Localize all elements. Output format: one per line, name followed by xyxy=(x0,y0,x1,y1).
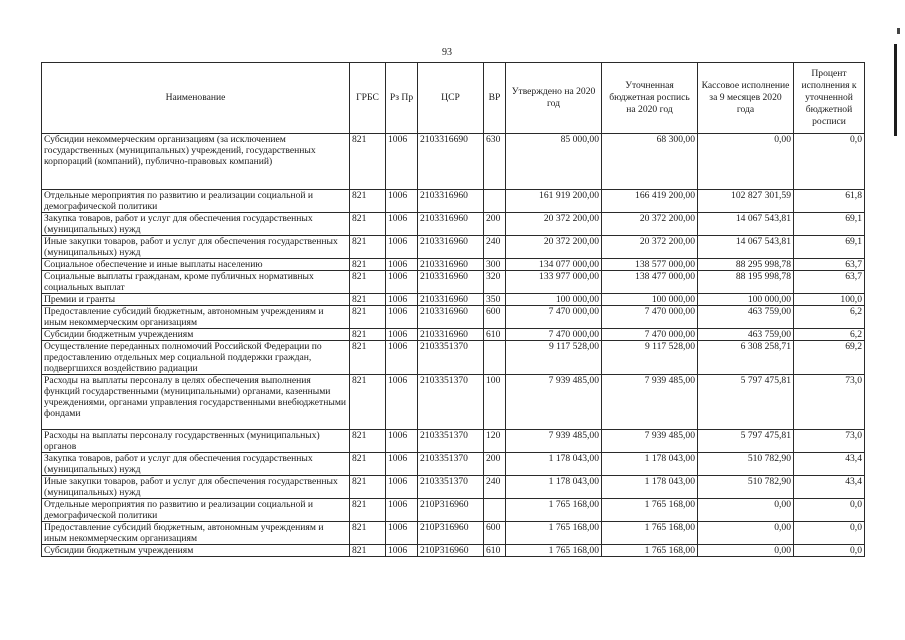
row-approved-cell: 85 000,00 xyxy=(506,134,602,190)
row-name-cell: Закупка товаров, работ и услуг для обеспечения государственных (муниципальных) нужд xyxy=(42,213,350,236)
row-grbs-cell: 821 xyxy=(350,499,386,522)
row-name-cell: Субсидии бюджетным учреждениям xyxy=(42,545,350,557)
row-executed-cell: 0,00 xyxy=(698,499,794,522)
row-name-cell: Иные закупки товаров, работ и услуг для обеспечения государственных (муниципальных) нужд xyxy=(42,476,350,499)
row-csr-cell: 2103351370 xyxy=(418,430,484,453)
row-grbs-cell: 821 xyxy=(350,329,386,341)
row-refined-cell: 7 470 000,00 xyxy=(602,306,698,329)
row-rzpr-cell: 1006 xyxy=(386,545,418,557)
row-rzpr-cell: 1006 xyxy=(386,522,418,545)
row-name-cell: Социальное обеспечение и иные выплаты населению xyxy=(42,259,350,271)
row-vr-cell xyxy=(484,499,506,522)
header-grbs: ГРБС xyxy=(350,63,386,134)
row-vr-cell: 300 xyxy=(484,259,506,271)
header-vr: ВР xyxy=(484,63,506,134)
row-executed-cell: 14 067 543,81 xyxy=(698,213,794,236)
row-vr-cell: 350 xyxy=(484,294,506,306)
row-percent-cell: 6,2 xyxy=(794,306,865,329)
row-executed-cell: 0,00 xyxy=(698,522,794,545)
row-refined-cell: 100 000,00 xyxy=(602,294,698,306)
row-csr-cell: 2103351370 xyxy=(418,375,484,430)
row-executed-cell: 100 000,00 xyxy=(698,294,794,306)
row-approved-cell: 1 178 043,00 xyxy=(506,476,602,499)
row-name-cell: Субсидии некоммерческим организациям (за исключением государственных (муниципальных) учреждений, государственных корпораций (компаний), публично-правовых компаний) xyxy=(42,134,350,190)
row-vr-cell: 120 xyxy=(484,430,506,453)
row-executed-cell: 88 295 998,78 xyxy=(698,259,794,271)
scan-mark xyxy=(897,28,900,34)
row-refined-cell: 166 419 200,00 xyxy=(602,190,698,213)
row-grbs-cell: 821 xyxy=(350,522,386,545)
row-refined-cell: 138 477 000,00 xyxy=(602,271,698,294)
row-approved-cell: 134 077 000,00 xyxy=(506,259,602,271)
row-percent-cell: 6,2 xyxy=(794,329,865,341)
header-executed: Кассовое исполнение за 9 месяцев 2020 года xyxy=(698,63,794,134)
row-percent-cell: 100,0 xyxy=(794,294,865,306)
header-csr: ЦСР xyxy=(418,63,484,134)
row-vr-cell: 200 xyxy=(484,213,506,236)
row-percent-cell: 73,0 xyxy=(794,430,865,453)
row-refined-cell: 20 372 200,00 xyxy=(602,236,698,259)
scan-margin-bar xyxy=(894,44,897,136)
row-approved-cell: 7 470 000,00 xyxy=(506,329,602,341)
row-refined-cell: 9 117 528,00 xyxy=(602,341,698,375)
row-vr-cell: 600 xyxy=(484,306,506,329)
row-grbs-cell: 821 xyxy=(350,453,386,476)
row-executed-cell: 6 308 258,71 xyxy=(698,341,794,375)
row-percent-cell: 63,7 xyxy=(794,271,865,294)
row-executed-cell: 5 797 475,81 xyxy=(698,375,794,430)
row-grbs-cell: 821 xyxy=(350,545,386,557)
row-grbs-cell: 821 xyxy=(350,341,386,375)
row-grbs-cell: 821 xyxy=(350,271,386,294)
row-name-cell: Субсидии бюджетным учреждениям xyxy=(42,329,350,341)
row-grbs-cell: 821 xyxy=(350,476,386,499)
row-approved-cell: 1 765 168,00 xyxy=(506,545,602,557)
table-row xyxy=(42,499,865,522)
row-approved-cell: 20 372 200,00 xyxy=(506,213,602,236)
row-csr-cell: 2103351370 xyxy=(418,453,484,476)
table-body xyxy=(42,134,865,557)
table-row xyxy=(42,213,865,236)
row-grbs-cell: 821 xyxy=(350,190,386,213)
row-percent-cell: 69,2 xyxy=(794,341,865,375)
row-refined-cell: 1 765 168,00 xyxy=(602,499,698,522)
row-grbs-cell: 821 xyxy=(350,375,386,430)
row-executed-cell: 463 759,00 xyxy=(698,306,794,329)
page-number: 93 xyxy=(442,47,452,58)
row-name-cell: Иные закупки товаров, работ и услуг для обеспечения государственных (муниципальных) нужд xyxy=(42,236,350,259)
row-csr-cell: 2103316960 xyxy=(418,271,484,294)
header-percent: Процент исполнения к уточненной бюджетной росписи xyxy=(794,63,865,134)
row-vr-cell: 600 xyxy=(484,522,506,545)
row-csr-cell: 2103316960 xyxy=(418,236,484,259)
row-approved-cell: 7 939 485,00 xyxy=(506,430,602,453)
table-row xyxy=(42,522,865,545)
row-rzpr-cell: 1006 xyxy=(386,294,418,306)
header-rzpr: Рз Пр xyxy=(386,63,418,134)
table-row xyxy=(42,294,865,306)
row-percent-cell: 43,4 xyxy=(794,476,865,499)
header-refined: Уточненная бюджетная роспись на 2020 год xyxy=(602,63,698,134)
row-executed-cell: 0,00 xyxy=(698,545,794,557)
table-row xyxy=(42,236,865,259)
row-csr-cell: 2103316690 xyxy=(418,134,484,190)
row-percent-cell: 63,7 xyxy=(794,259,865,271)
row-rzpr-cell: 1006 xyxy=(386,134,418,190)
table-row xyxy=(42,271,865,294)
row-vr-cell: 100 xyxy=(484,375,506,430)
row-rzpr-cell: 1006 xyxy=(386,213,418,236)
row-csr-cell: 2103316960 xyxy=(418,329,484,341)
row-executed-cell: 5 797 475,81 xyxy=(698,430,794,453)
row-rzpr-cell: 1006 xyxy=(386,236,418,259)
row-rzpr-cell: 1006 xyxy=(386,499,418,522)
row-percent-cell: 69,1 xyxy=(794,236,865,259)
table-row xyxy=(42,430,865,453)
row-csr-cell: 2103351370 xyxy=(418,476,484,499)
row-percent-cell: 43,4 xyxy=(794,453,865,476)
row-grbs-cell: 821 xyxy=(350,430,386,453)
table-row xyxy=(42,134,865,190)
row-csr-cell: 2103316960 xyxy=(418,190,484,213)
row-refined-cell: 7 939 485,00 xyxy=(602,375,698,430)
row-approved-cell: 9 117 528,00 xyxy=(506,341,602,375)
row-approved-cell: 7 939 485,00 xyxy=(506,375,602,430)
table-row xyxy=(42,375,865,430)
row-refined-cell: 7 470 000,00 xyxy=(602,329,698,341)
table-row xyxy=(42,306,865,329)
row-name-cell: Предоставление субсидий бюджетным, автономным учреждениям и иным некоммерческим организациям xyxy=(42,522,350,545)
row-csr-cell: 2103351370 xyxy=(418,341,484,375)
row-vr-cell: 610 xyxy=(484,329,506,341)
row-refined-cell: 1 178 043,00 xyxy=(602,476,698,499)
row-refined-cell: 20 372 200,00 xyxy=(602,213,698,236)
row-approved-cell: 161 919 200,00 xyxy=(506,190,602,213)
row-vr-cell: 200 xyxy=(484,453,506,476)
budget-execution-table xyxy=(41,62,865,557)
row-rzpr-cell: 1006 xyxy=(386,259,418,271)
row-refined-cell: 7 939 485,00 xyxy=(602,430,698,453)
row-approved-cell: 100 000,00 xyxy=(506,294,602,306)
row-name-cell: Закупка товаров, работ и услуг для обеспечения государственных (муниципальных) нужд xyxy=(42,453,350,476)
row-executed-cell: 510 782,90 xyxy=(698,453,794,476)
row-rzpr-cell: 1006 xyxy=(386,453,418,476)
table-row xyxy=(42,329,865,341)
row-percent-cell: 0,0 xyxy=(794,545,865,557)
row-grbs-cell: 821 xyxy=(350,236,386,259)
row-name-cell: Предоставление субсидий бюджетным, автономным учреждениям и иным некоммерческим организациям xyxy=(42,306,350,329)
row-executed-cell: 102 827 301,59 xyxy=(698,190,794,213)
row-rzpr-cell: 1006 xyxy=(386,306,418,329)
header-name: Наименование xyxy=(42,63,350,134)
row-percent-cell: 0,0 xyxy=(794,522,865,545)
row-approved-cell: 1 765 168,00 xyxy=(506,522,602,545)
row-name-cell: Расходы на выплаты персоналу в целях обеспечения выполнения функций государственными (муниципальными) органами, казенными учреждениями, органами управления государственными внебюджетными фондами xyxy=(42,375,350,430)
row-percent-cell: 61,8 xyxy=(794,190,865,213)
table-row xyxy=(42,545,865,557)
row-csr-cell: 210P316960 xyxy=(418,522,484,545)
row-percent-cell: 0,0 xyxy=(794,499,865,522)
row-name-cell: Осуществление переданных полномочий Российской Федерации по предоставлению отдельных мер социальной поддержки граждан, подвергшихся воздействию радиации xyxy=(42,341,350,375)
row-name-cell: Отдельные мероприятия по развитию и реализации социальной и демографической политики xyxy=(42,190,350,213)
row-approved-cell: 1 765 168,00 xyxy=(506,499,602,522)
row-vr-cell: 240 xyxy=(484,476,506,499)
row-refined-cell: 1 765 168,00 xyxy=(602,522,698,545)
row-rzpr-cell: 1006 xyxy=(386,329,418,341)
row-percent-cell: 73,0 xyxy=(794,375,865,430)
row-approved-cell: 20 372 200,00 xyxy=(506,236,602,259)
row-grbs-cell: 821 xyxy=(350,294,386,306)
row-percent-cell: 0,0 xyxy=(794,134,865,190)
row-csr-cell: 210P316960 xyxy=(418,545,484,557)
row-rzpr-cell: 1006 xyxy=(386,271,418,294)
row-rzpr-cell: 1006 xyxy=(386,430,418,453)
row-rzpr-cell: 1006 xyxy=(386,190,418,213)
header-approved: Утверждено на 2020 год xyxy=(506,63,602,134)
row-grbs-cell: 821 xyxy=(350,213,386,236)
row-csr-cell: 2103316960 xyxy=(418,306,484,329)
table-header-row xyxy=(42,63,865,134)
row-rzpr-cell: 1006 xyxy=(386,476,418,499)
row-vr-cell: 630 xyxy=(484,134,506,190)
row-executed-cell: 510 782,90 xyxy=(698,476,794,499)
row-refined-cell: 1 178 043,00 xyxy=(602,453,698,476)
row-approved-cell: 7 470 000,00 xyxy=(506,306,602,329)
row-executed-cell: 0,00 xyxy=(698,134,794,190)
row-executed-cell: 14 067 543,81 xyxy=(698,236,794,259)
row-name-cell: Расходы на выплаты персоналу государственных (муниципальных) органов xyxy=(42,430,350,453)
row-executed-cell: 463 759,00 xyxy=(698,329,794,341)
row-vr-cell: 320 xyxy=(484,271,506,294)
row-rzpr-cell: 1006 xyxy=(386,375,418,430)
row-refined-cell: 138 577 000,00 xyxy=(602,259,698,271)
row-executed-cell: 88 195 998,78 xyxy=(698,271,794,294)
row-percent-cell: 69,1 xyxy=(794,213,865,236)
row-vr-cell xyxy=(484,190,506,213)
table-row xyxy=(42,476,865,499)
row-grbs-cell: 821 xyxy=(350,259,386,271)
row-vr-cell: 240 xyxy=(484,236,506,259)
row-csr-cell: 2103316960 xyxy=(418,294,484,306)
row-csr-cell: 2103316960 xyxy=(418,259,484,271)
row-name-cell: Социальные выплаты гражданам, кроме публичных нормативных социальных выплат xyxy=(42,271,350,294)
row-refined-cell: 68 300,00 xyxy=(602,134,698,190)
table-row xyxy=(42,453,865,476)
row-grbs-cell: 821 xyxy=(350,306,386,329)
row-vr-cell xyxy=(484,341,506,375)
row-approved-cell: 133 977 000,00 xyxy=(506,271,602,294)
row-vr-cell: 610 xyxy=(484,545,506,557)
table-row xyxy=(42,190,865,213)
row-name-cell: Отдельные мероприятия по развитию и реализации социальной и демографической политики xyxy=(42,499,350,522)
row-csr-cell: 210P316960 xyxy=(418,499,484,522)
table-row xyxy=(42,259,865,271)
table-row xyxy=(42,341,865,375)
row-approved-cell: 1 178 043,00 xyxy=(506,453,602,476)
row-name-cell: Премии и гранты xyxy=(42,294,350,306)
row-rzpr-cell: 1006 xyxy=(386,341,418,375)
row-csr-cell: 2103316960 xyxy=(418,213,484,236)
row-grbs-cell: 821 xyxy=(350,134,386,190)
row-refined-cell: 1 765 168,00 xyxy=(602,545,698,557)
